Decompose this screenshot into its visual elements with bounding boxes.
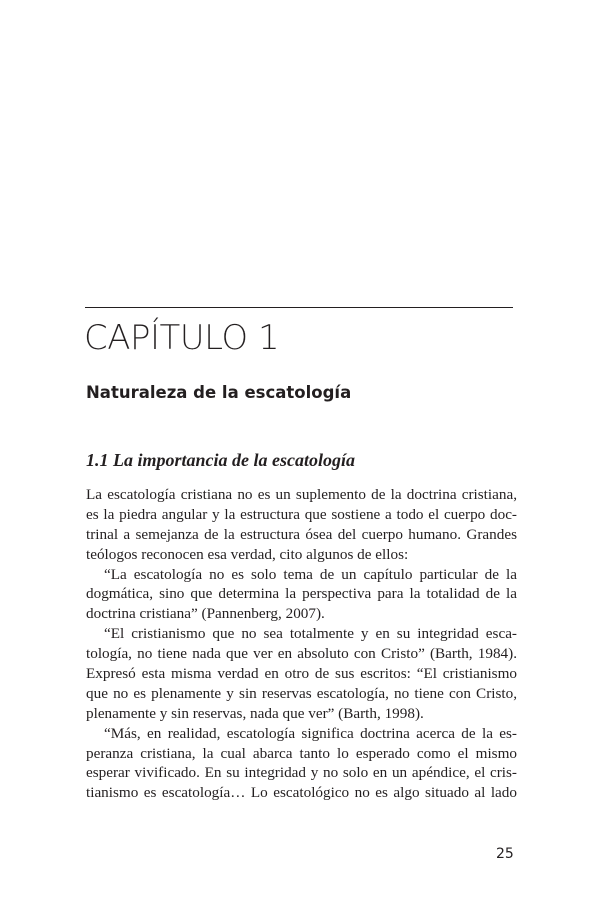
body-line: trinal a semejanza de la estructura ósea del cuerpo humano. Grandes — [86, 525, 517, 543]
body-line: tología, no tiene nada que ver en absoluto con Cristo” (Barth, 1984). — [86, 645, 517, 663]
body-line: es la piedra angular y la estructura que sostiene a todo el cuerpo doc- — [86, 505, 517, 523]
body-text — [86, 485, 517, 803]
chapter-divider-rule — [85, 307, 513, 308]
page-number: 25 — [496, 846, 514, 862]
chapter-title: Naturaleza de la escatología — [86, 383, 352, 402]
body-line: plenamente y sin reservas, nada que ver” (Barth, 1998). — [86, 704, 424, 722]
body-line: teólogos reconocen esa verdad, cito algunos de ellos: — [86, 545, 409, 563]
body-line: Expresó esta misma verdad en otro de sus escritos: “El cristianismo — [86, 665, 517, 683]
body-line: “El cristianismo que no sea totalmente y en su integridad esca- — [104, 625, 517, 643]
body-line: “La escatología no es solo tema de un capítulo particular de la — [104, 565, 517, 583]
body-line: “Más, en realidad, escatología significa doctrina acerca de la es- — [104, 724, 517, 742]
chapter-number-heading: CAPÍTULO 1 — [84, 318, 280, 358]
body-line: La escatología cristiana no es un suplemento de la doctrina cristiana, — [86, 486, 517, 503]
body-line: peranza cristiana, la cual abarca tanto lo esperado como el mismo — [86, 744, 517, 762]
section-heading: 1.1 La importancia de la escatología — [86, 450, 355, 470]
body-line: tianismo es escatología… Lo escatológico no es algo situado al lado — [86, 784, 517, 802]
body-line: dogmática, sino que determina la perspectiva para la totalidad de la — [86, 585, 517, 603]
body-line: que no es plenamente y sin reservas escatología, no tiene con Cristo, — [86, 684, 517, 702]
body-line: doctrina cristiana” (Pannenberg, 2007). — [86, 605, 325, 623]
body-line: esperar vivificado. En su integridad y no solo en un apéndice, el cris- — [86, 764, 517, 782]
